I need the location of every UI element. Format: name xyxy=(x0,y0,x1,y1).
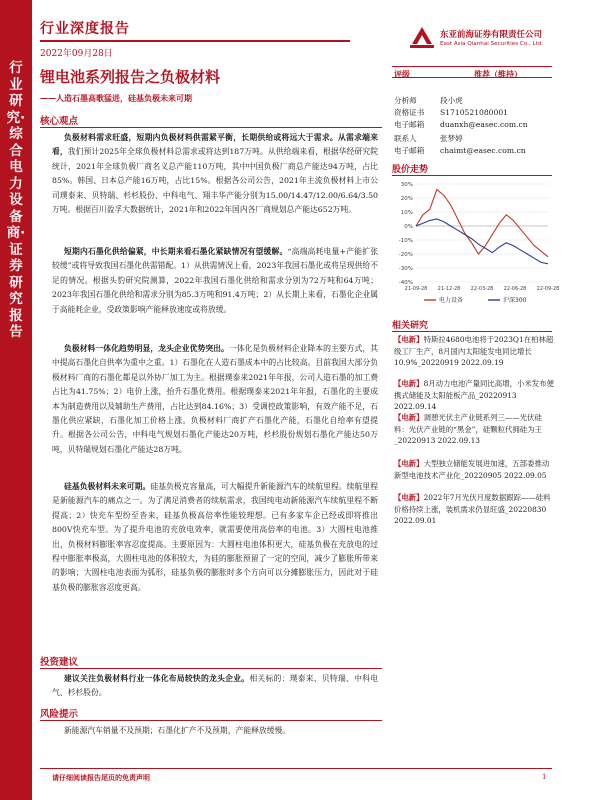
rating-bar xyxy=(392,66,552,78)
related-text: 2022年7月光伏月度数据跟踪——硅料价格持续上涨，装机需求仍显旺盛_20220830 2022.09.01 xyxy=(394,493,551,525)
analyst-row xyxy=(394,96,463,106)
paragraph-integration xyxy=(52,342,378,457)
contact-row xyxy=(394,134,463,144)
x-tick-label: 22-06-28 xyxy=(503,286,527,292)
paragraph-lead: 建议关注负极材料行业一体化布局较快的龙头企业。 xyxy=(64,674,250,683)
paragraph-investment xyxy=(52,672,378,701)
y-tick-label: -10% xyxy=(398,238,413,244)
company-name-en: East Asia Qianhai Securities Co., Ltd. xyxy=(440,41,544,47)
x-tick-label: 21-12-28 xyxy=(437,286,461,292)
related-text: 大型独立储能发展进加速，五部委推动新型电池技术产业化_20220905 2022.09.05 xyxy=(394,459,550,480)
paragraph-body: 新能源汽车销量不及预期；石墨化扩产不及预期，产能释放缓慢。 xyxy=(64,726,291,735)
section-divider xyxy=(40,720,382,721)
legend-label: 电力设备 xyxy=(439,297,464,304)
related-tag: 【电新】 xyxy=(394,459,424,468)
related-item[interactable] xyxy=(394,334,554,369)
email-row xyxy=(394,120,528,130)
paragraph-graphitization xyxy=(52,245,378,317)
related-item[interactable] xyxy=(394,492,554,527)
paragraph-silicon xyxy=(52,480,378,595)
y-tick-label: 0% xyxy=(404,224,413,230)
sidebar-vertical-text: 行业研究·综合电力设备商·证券研究报告 xyxy=(6,60,26,340)
info-key: 联系人 xyxy=(394,134,417,143)
paragraph-body: “高端高耗电量+产能扩张较缓”或将导致我国石墨化供需错配。1）从供需情况上看，2023年我国石墨化或将呈现供给不足的情况。根据头豹研究院测算，2022年我国石墨化供给和需求分别为72万吨和64万吨；2023年我国石墨化供给和需求分别为85.3万吨和91.4万吨；2）从长期上来看，石墨化企业属于高能耗企业，受政策影响产能释放速度或将放缓。 xyxy=(52,247,378,314)
related-tag: 【电新】 xyxy=(394,379,424,388)
footer-disclaimer[interactable]: 请仔细阅读报告尾页的免责声明 xyxy=(52,773,150,782)
report-type: 行业深度报告 xyxy=(40,21,130,37)
section-risk: 风险提示 xyxy=(40,709,79,720)
y-tick-label: 10% xyxy=(400,210,413,216)
certificate-row xyxy=(394,108,508,118)
legend-label: 沪深300 xyxy=(503,297,527,304)
paragraph-body: 一体化是负极材料企业降本的主要方式，其中提高石墨化自供率为重中之重。1）石墨化在人造石墨成本中的占比较高。目前我国大部分负极材料厂商的石墨化都是以外协厂加工为主。根据璞泰来2021年年报，公司人造石墨的加工费占比为41.75%；2）电价上涨，抬升石墨化费用。根据璞泰来2021年年报，石墨化的主要成本为制造费用以及辅助生产费用，占比达到84.16%；3）受调控政策影响，有效产能不足，石墨化供应紧缺，石墨化加工价格上涨。负极材料厂商扩产石墨化产能，石墨化自给率有望提升。根据各公司公告，中科电气规划石墨化产能达20万吨，杉杉股份规划石墨化产能达50万吨，贝特瑞规划石墨化产能达28万吨。 xyxy=(52,344,379,454)
info-value[interactable]: duanxh@easec.com.cn xyxy=(440,120,528,129)
paragraph-lead: 短期内石墨化供给偏紧，中长期来看石墨化紧缺情况有望缓解。 xyxy=(64,247,288,256)
paragraph-lead: 负极材料一体化趋势明显，龙头企业优势突出。 xyxy=(64,344,229,353)
y-tick-label: -30% xyxy=(398,266,413,272)
document-title: 锂电池系列报告之负极材料 xyxy=(40,68,221,86)
related-title: 相关研究 xyxy=(392,321,429,331)
section-divider xyxy=(392,175,552,176)
info-key: 电子邮箱 xyxy=(394,146,425,155)
paragraph-body: 相关标的：璞泰来、贝特瑞、中科电气、杉杉股份。 xyxy=(52,674,379,698)
section-divider xyxy=(40,127,382,128)
paragraph-demand xyxy=(52,131,378,217)
contact-email-row xyxy=(394,146,526,156)
info-key: 资格证书 xyxy=(394,108,425,117)
related-tag: 【电新】 xyxy=(394,493,424,502)
header-divider xyxy=(40,40,350,42)
rating-value: 推荐（维持） xyxy=(474,69,522,79)
y-tick-label: -40% xyxy=(398,280,413,286)
sidebar-strip xyxy=(0,0,32,800)
y-tick-label: -20% xyxy=(398,252,413,258)
paragraph-lead: 硅基负极材料未来可期。 xyxy=(64,482,151,491)
rating-label: 评级 xyxy=(394,69,410,79)
related-item[interactable] xyxy=(394,458,554,481)
document-subtitle: ——人造石墨高歌猛进，硅基负极未来可期 xyxy=(40,93,192,103)
price-trend-chart xyxy=(390,178,560,308)
paragraph-risk xyxy=(52,724,378,738)
related-tag: 【电新】 xyxy=(394,413,424,422)
page-number: 1 xyxy=(542,773,547,781)
related-text: 调憩光伏主产业链系列三——光伏硅料：光伏产业链的“黑金”，硅颗粒代拥硅为王_20220913 2022.09.13 xyxy=(394,413,542,445)
x-tick-label: 21-09-28 xyxy=(404,286,428,292)
footer-divider xyxy=(40,768,552,769)
info-value: S1710521080001 xyxy=(440,108,509,117)
section-divider xyxy=(392,331,552,332)
section-core-view: 核心观点 xyxy=(40,116,79,127)
company-name-cn: 东亚前海证券有限责任公司 xyxy=(440,30,543,40)
related-item[interactable] xyxy=(394,412,554,447)
related-text: 特斯拉4680电池将于2023Q1在柏林超级工厂生产，8月国内太阳能发电同比增长10.9%_20220919 2022.09.19 xyxy=(394,335,554,367)
related-item[interactable] xyxy=(394,378,554,413)
info-value: 张梦婷 xyxy=(440,134,463,143)
related-text: 8月动力电池产量同比高增，小米发布便携式储能及太阳能板产品_20220913 2022.09.14 xyxy=(394,379,554,411)
section-divider xyxy=(40,668,382,669)
paragraph-lead: 负极材料需求旺盛，短期内负极材料供需紧平衡，长期供给或将远大于需求。从需求端来看， xyxy=(52,133,378,157)
x-tick-label: 22-09-28 xyxy=(536,286,560,292)
info-value: 段小虎 xyxy=(440,96,463,105)
y-tick-label: 30% xyxy=(400,182,413,188)
x-tick-label: 22-03-28 xyxy=(470,286,494,292)
section-investment: 投资建议 xyxy=(40,657,79,668)
info-key: 分析师 xyxy=(394,96,417,105)
related-tag: 【电新】 xyxy=(394,335,424,344)
report-date: 2022年09月28日 xyxy=(40,49,113,59)
chart-title: 股价走势 xyxy=(392,165,429,175)
paragraph-body: 硅基负极克容量高，可大幅提升新能源汽车的续航里程。续航里程是新能源汽车的痛点之一。为了满足消费者的续航需求，我国纯电动新能源汽车续航里程不断提高；2）快充车型纷至沓来，硅基负极高倍率性能较理想。已有多家车企已经或即将推出800V快充车型。为了提升电池的充放电效率，就需要使用高倍率的电池。3）大圆柱电池推出，负极材料膨胀率容忍度提高。主要原因为：大圆柱电池体积更大，硅基负极在充放电的过程中膨胀率极高，大圆柱电池的体积较大，为硅的膨胀预留了一定的空间，减少了膨胀所带来的影响；大圆柱电池表面为弧形，硅基负极的膨胀时多个方向可以分摊膨胀压力，因此对于硅基负极的膨胀容忍度更高。 xyxy=(52,482,379,592)
info-key: 电子邮箱 xyxy=(394,120,425,129)
company-logo-icon xyxy=(408,24,436,50)
paragraph-body: 我们预计2025年全球负极材料总需求或将达到187万吨。从供给端来看，根据华经研究院统计，2021年全球负极厂商名义总产能110万吨，其中中国负极厂商总产能达94万吨，占比85%。韩国、日本总产能16万吨，占比15%。根据各公司公告，2021年主流负极材料上市公司璞泰来、贝特瑞、杉杉股份、中科电气、翔丰华产能分别为15.00/14.47/12.00/6.64/3.50万吨。根据百川盈孚大数据统计，2021年和2022年国内各厂商规划总产能达652万吨。 xyxy=(52,147,378,215)
info-value[interactable]: chaimt@easec.com.cn xyxy=(440,146,526,155)
y-tick-label: 20% xyxy=(400,196,413,202)
